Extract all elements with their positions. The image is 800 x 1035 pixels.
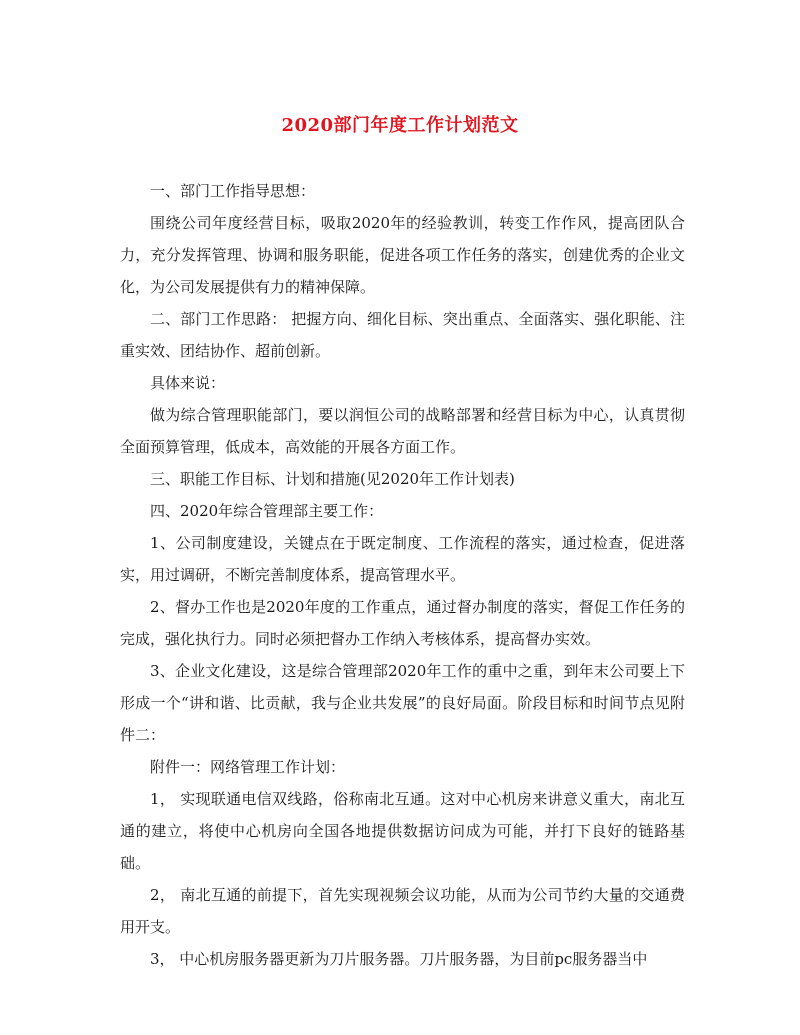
paragraph-specifically: 具体来说：	[150, 374, 226, 392]
paragraph-network-item-1: 1， 实现联通电信双线路，俗称南北互通。这对中心机房来讲意义重大，南北互通的建立，将使中心机房向全国各地提供数据访问成为可能，并打下良好的链路基础。	[120, 790, 685, 872]
paragraph-attachment-1-heading: 附件一：网络管理工作计划：	[150, 758, 346, 776]
paragraph-main-work-heading: 四、2020年综合管理部主要工作：	[150, 502, 384, 520]
paragraph-item-2: 2、督办工作也是2020年度的工作重点，通过督办制度的落实，督促工作任务的完成，强化执行力。同时必须把督办工作纳入考核体系，提高督办实效。	[120, 598, 685, 648]
paragraph-network-item-3: 3， 中心机房服务器更新为刀片服务器。刀片服务器，为目前pc服务器当中	[150, 950, 648, 968]
paragraph-guiding-ideology-heading: 一、部门工作指导思想：	[150, 182, 316, 200]
paragraph-item-3: 3、企业文化建设，这是综合管理部2020年工作的重中之重，到年末公司要上下形成一个“讲和谐、比贡献，我与企业共发展”的良好局面。阶段目标和时间节点见附件二：	[120, 662, 685, 744]
paragraph-network-item-2: 2， 南北互通的前提下，首先实现视频会议功能，从而为公司节约大量的交通费用开支。	[120, 886, 685, 936]
document-body	[120, 175, 685, 975]
paragraph-goals-heading: 三、职能工作目标、计划和措施(见2020年工作计划表)	[150, 470, 515, 488]
paragraph-item-1: 1、公司制度建设，关键点在于既定制度、工作流程的落实，通过检查，促进落实，用过调研，不断完善制度体系，提高管理水平。	[120, 534, 685, 584]
paragraph-guiding-ideology: 围绕公司年度经营目标，吸取2020年的经验教训，转变工作作风，提高团队合力，充分发挥管理、协调和服务职能，促进各项工作任务的落实，创建优秀的企业文化，为公司发展提供有力的精神保障。	[120, 214, 685, 296]
paragraph-department-role: 做为综合管理职能部门，要以润恒公司的战略部署和经营目标为中心，认真贯彻全面预算管理，低成本，高效能的开展各方面工作。	[120, 406, 685, 456]
document-title: 2020部门年度工作计划范文	[281, 115, 519, 136]
paragraph-work-approach: 二、部门工作思路： 把握方向、细化目标、突出重点、全面落实、强化职能、注重实效、团结协作、超前创新。	[120, 310, 685, 360]
